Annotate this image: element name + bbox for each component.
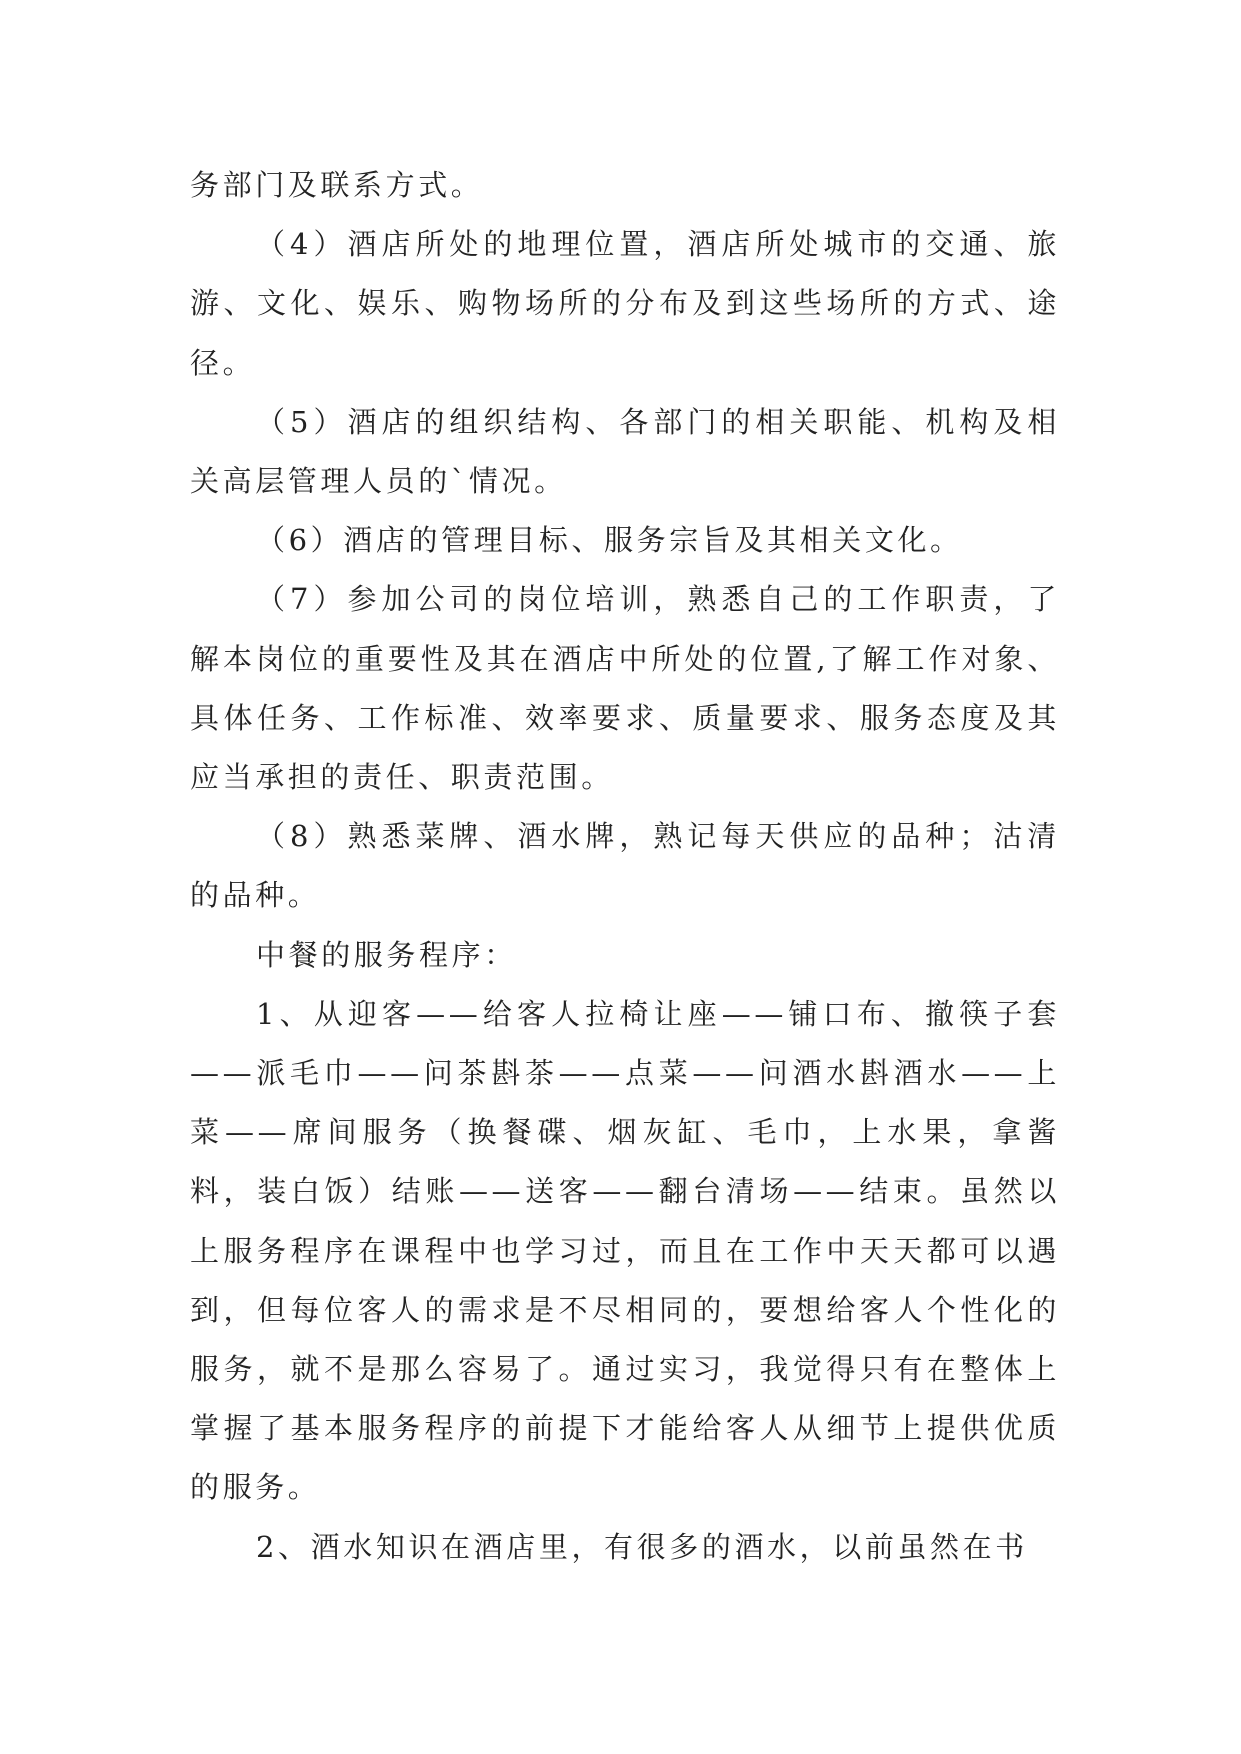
paragraph-item-4-location: （4）酒店所处的地理位置，酒店所处城市的交通、旅游、文化、娱乐、购物场所的分布及到这些场所的方式、途径。 (190, 227, 1060, 380)
paragraph-continuation: 务部门及联系方式。 (190, 168, 484, 202)
document-body (190, 156, 1060, 1577)
paragraph-procedure-2: 2、酒水知识在酒店里，有很多的酒水，以前虽然在书 (256, 1529, 1028, 1564)
paragraph-item-8-menu: （8）熟悉菜牌、酒水牌，熟记每天供应的品种；沽清的品种。 (190, 819, 1060, 913)
paragraph-item-7-training: （7）参加公司的岗位培训，熟悉自己的工作职责，了解本岗位的重要性及其在酒店中所处的位置,了解工作对象、具体任务、工作标准、效率要求、质量要求、服务态度及其应当承担的责任、职责范围。 (190, 582, 1060, 795)
paragraph-item-6-goals: （6）酒店的管理目标、服务宗旨及其相关文化。 (256, 523, 963, 558)
section-heading-service-procedure: 中餐的服务程序： (256, 937, 517, 972)
paragraph-procedure-1: 1、从迎客——给客人拉椅让座——铺口布、撤筷子套——派毛巾——问茶斟茶——点菜——问酒水斟酒水——上菜——席间服务（换餐碟、烟灰缸、毛巾，上水果，拿酱料，装白饭）结账——送客——翻台清场——结束。虽然以上服务程序在课程中也学习过，而且在工作中天天都可以遇到，但每位客人的需求是不尽相同的，要想给客人个性化的服务，就不是那么容易了。通过实习，我觉得只有在整体上掌握了基本服务程序的前提下才能给客人从细节上提供优质的服务。 (190, 996, 1060, 1505)
paragraph-item-5-organization: （5）酒店的组织结构、各部门的相关职能、机构及相关高层管理人员的`情况。 (190, 404, 1060, 499)
